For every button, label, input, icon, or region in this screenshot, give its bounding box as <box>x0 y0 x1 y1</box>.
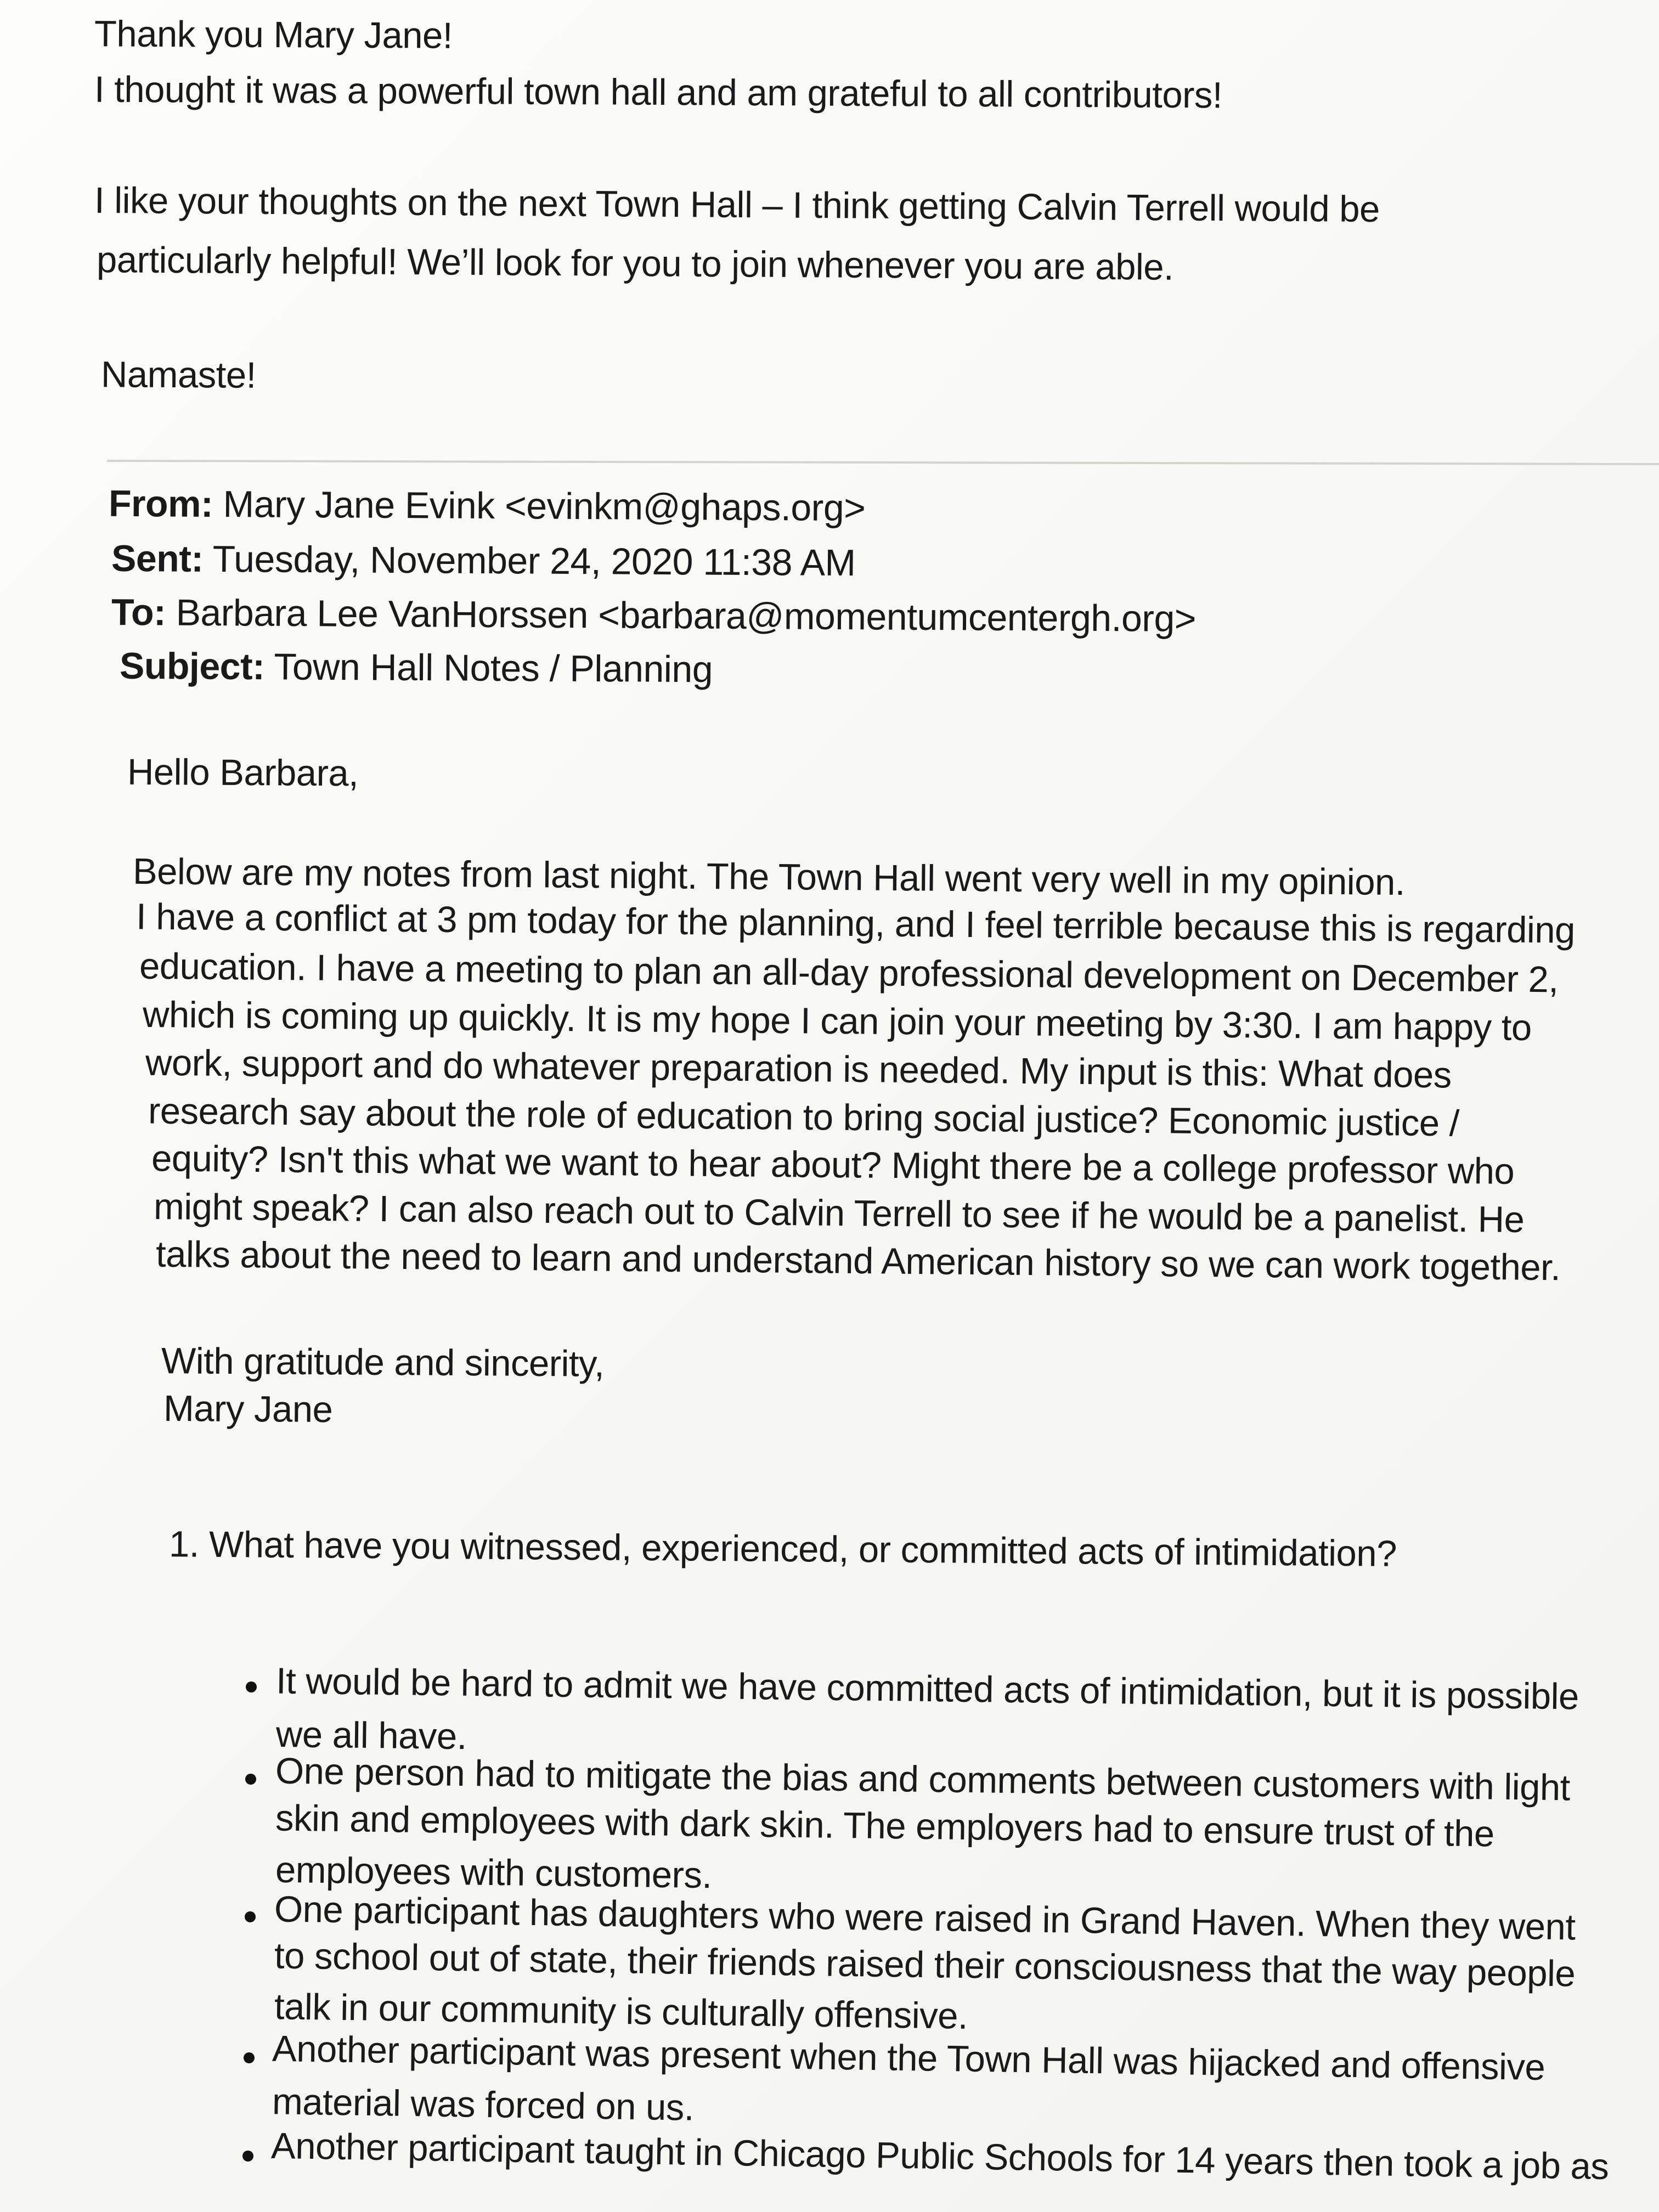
bullet-line: One participant has daughters who were raised in Grand Haven. When they went <box>274 1888 1576 1948</box>
from-label: From: <box>108 482 213 525</box>
reply-line: Thank you Mary Jane! <box>94 13 453 57</box>
sent-row <box>111 537 856 584</box>
reply-line: I like your thoughts on the next Town Hall – I think getting Calvin Terrell would be <box>94 179 1380 230</box>
bullet-icon <box>244 2052 255 2063</box>
from-row <box>108 482 866 529</box>
sent-value: Tuesday, November 24, 2020 11:38 AM <box>212 538 856 584</box>
bullet-line: skin and employees with dark skin. The employers had to ensure trust of the <box>275 1797 1495 1855</box>
bullet-line: One person had to mitigate the bias and comments between customers with light <box>275 1750 1571 1809</box>
signature: Mary Jane <box>163 1387 333 1431</box>
subject-row <box>120 647 713 689</box>
bullet-icon <box>246 1681 257 1692</box>
body-line: education. I have a meeting to plan an all-day professional development on December 2, <box>139 945 1559 1001</box>
bullet-icon <box>242 2151 253 2162</box>
to-label: To: <box>111 591 166 634</box>
bullet-icon <box>245 1774 256 1785</box>
subject-label: Subject: <box>119 645 265 688</box>
subject-value: Town Hall Notes / Planning <box>274 646 713 691</box>
bullet-line: to school out of state, their friends raised their consciousness that the way people <box>274 1935 1576 1995</box>
bullet-line: Another participant was present when the Town Hall was hijacked and offensive <box>272 2028 1545 2089</box>
bullet-line: It would be hard to admit we have committed acts of intimidation, but it is possible <box>275 1660 1579 1718</box>
sent-label: Sent: <box>111 537 204 580</box>
body-line: Below are my notes from last night. The Town Hall went very well in my opinion. <box>132 850 1406 904</box>
bullet-line: material was forced on us. <box>272 2081 695 2129</box>
body-line: equity? Isn't this what we want to hear about? Might there be a college professor who <box>151 1138 1515 1192</box>
body-line: work, support and do whatever preparation is needed. My input is this: What does <box>145 1042 1452 1096</box>
bullet-line: employees with customers. <box>275 1849 712 1897</box>
to-row <box>111 591 1197 640</box>
body-line: research say about the role of education to bring social justice? Economic justice / <box>148 1090 1460 1144</box>
body-line: talks about the need to learn and understand American history so we can work together. <box>155 1233 1561 1289</box>
body-line: which is coming up quickly. It is my hope I can join your meeting by 3:30. I am happy to <box>142 994 1532 1049</box>
bullet-icon <box>245 1911 256 1922</box>
body-line: might speak? I can also reach out to Calvin Terrell to see if he would be a panelist. He <box>153 1186 1525 1240</box>
separator-line <box>107 460 1659 465</box>
reply-line: particularly helpful! We’ll look for you to join whenever you are able. <box>96 239 1174 288</box>
bullet-line: Another participant taught in Chicago Public Schools for 14 years then took a job as <box>270 2125 1609 2188</box>
reply-line: I thought it was a powerful town hall and am grateful to all contributors! <box>94 69 1223 116</box>
greeting: Hello Barbara, <box>127 751 359 794</box>
to-value: Barbara Lee VanHorssen <barbara@momentumcentergh.org> <box>176 591 1197 640</box>
closing: With gratitude and sincerity, <box>161 1340 605 1385</box>
bullet-line: we all have. <box>275 1713 467 1758</box>
reply-line: Namaste! <box>100 354 256 396</box>
question-heading: 1. What have you witnessed, experienced, or committed acts of intimidation? <box>168 1523 1397 1575</box>
bullet-line: talk in our community is culturally offensive. <box>274 1986 968 2037</box>
body-line: I have a conflict at 3 pm today for the planning, and I feel terrible because this is regarding <box>136 896 1576 951</box>
from-value: Mary Jane Evink <evinkm@ghaps.org> <box>223 483 866 529</box>
